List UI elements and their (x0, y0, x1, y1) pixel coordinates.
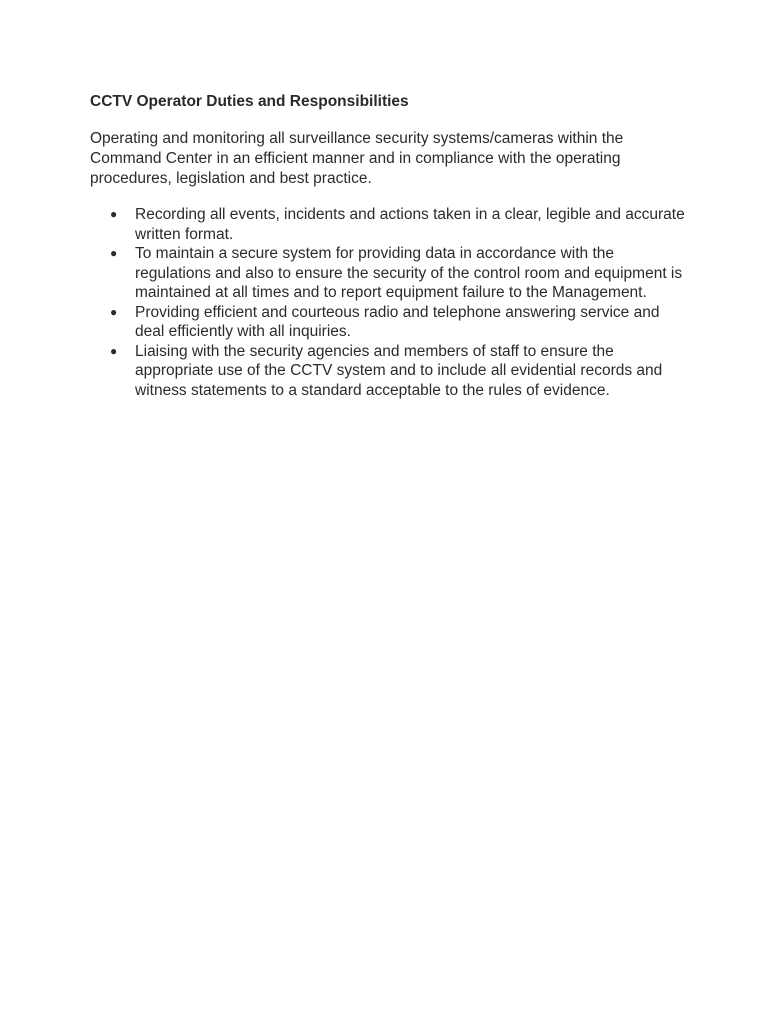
bullet-icon: ● (110, 246, 118, 260)
document-title: CCTV Operator Duties and Responsibilities (90, 93, 409, 110)
list-item (90, 342, 690, 401)
bullet-icon: ● (110, 343, 118, 358)
bullet-icon: ● (110, 304, 118, 319)
list-item (90, 244, 690, 303)
bullet-icon: ● (110, 207, 118, 221)
list-item-text: Liaising with the security agencies and members of staff to ensure the appropriate use of the CCTV system and to include all evidential records and witness statements to a standard acceptable to the rules of evidence. (135, 342, 663, 399)
list-item-text: Providing efficient and courteous radio and telephone answering service and deal efficiently with all inquiries. (135, 303, 660, 340)
document-page (90, 92, 690, 400)
list-item (90, 303, 690, 342)
list-item-text: To maintain a secure system for providing data in accordance with the regulations and also to ensure the security of the control room and equipment is maintained at all times and to report equipment failure to the Management. (135, 245, 683, 301)
intro-paragraph: Operating and monitoring all surveillance security systems/cameras within the Command Center in an efficient manner and in compliance with the operating procedures, legislation and best practice. (90, 130, 624, 187)
list-item-text: Recording all events, incidents and actions taken in a clear, legible and accurate written format. (135, 206, 685, 243)
responsibilities-list (90, 205, 690, 400)
list-item (90, 205, 690, 244)
